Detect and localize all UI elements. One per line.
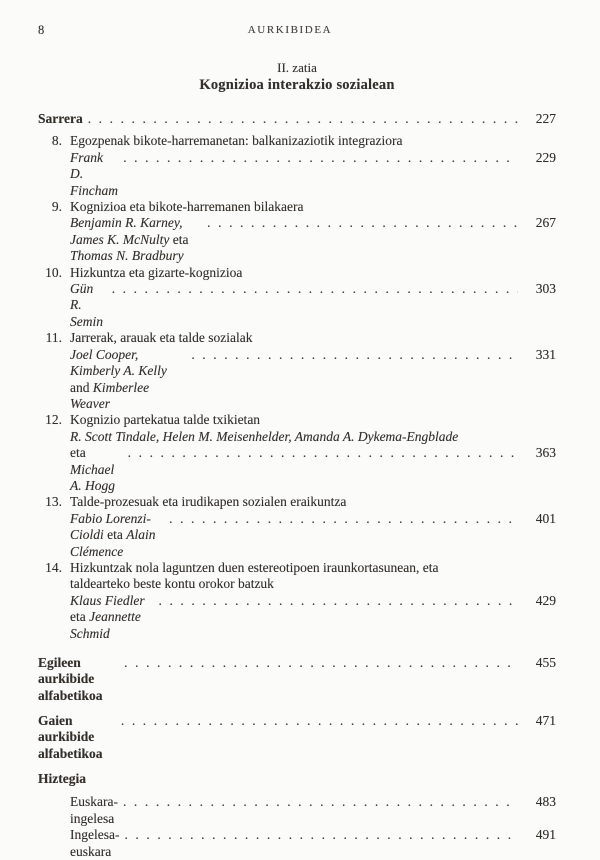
text-segment: Gün R. Semin [70, 281, 103, 329]
chapter-number: 14. [45, 559, 62, 575]
glossary-item-label: Ingelesa-euskara [70, 827, 120, 859]
line-text [70, 576, 274, 592]
dot-leader [124, 827, 518, 843]
toc-entry [38, 412, 556, 494]
text-segment: Klaus Fiedler [70, 592, 145, 608]
chapter-number: 12. [45, 412, 62, 428]
text-segment: R. Scott Tindale, Helen M. Meisenhelder, Amanda A. Dykema-Engblade [70, 428, 459, 444]
chapter-number: 9. [51, 199, 62, 215]
toc-sarrera-row [38, 111, 556, 127]
page-number: 267 [535, 215, 556, 231]
dot-leader [128, 445, 518, 461]
chapter-authors-line [70, 347, 556, 413]
chapter-authors-line [70, 215, 556, 264]
text-segment: Egozpenak bikote-harremanetan: balkanizaziotik integraziora [70, 133, 403, 149]
line-text [70, 215, 202, 264]
chapter-title-line [70, 330, 556, 346]
text-segment: Michael A. Hogg [70, 461, 115, 493]
page-number: 483 [535, 794, 556, 810]
chapter-title-line [70, 133, 556, 149]
text-segment: Talde-prozesuak eta irudikapen sozialen eraikuntza [70, 494, 347, 510]
chapter-authors-line [70, 429, 556, 445]
text-segment: Hizkuntza eta gizarte-kognizioa [70, 264, 243, 280]
page-number: 229 [535, 149, 556, 165]
text-segment: eta [169, 231, 189, 247]
glossary-item [70, 827, 556, 860]
toc-chapter-list [38, 133, 556, 642]
text-segment: Hizkuntzak nola laguntzen duen estereotipoen iraunkortasunean, eta [70, 559, 439, 575]
sarrera-label: Sarrera [38, 111, 83, 126]
toc-entry [38, 133, 556, 199]
dot-leader [169, 511, 518, 527]
chapter-number: 8. [51, 133, 62, 149]
chapter-authors-line [70, 511, 556, 560]
text-segment: Alain Clémence [70, 527, 156, 559]
text-segment: eta [70, 445, 86, 461]
chapter-lines [70, 412, 556, 494]
page-number: 455 [535, 655, 556, 670]
chapter-lines [70, 494, 556, 560]
toc-entry [38, 199, 556, 265]
dot-leader [124, 655, 518, 671]
text-segment: Thomas N. Bradbury [70, 248, 184, 264]
text-segment: Jarrerak, arauak eta talde sozialak [70, 330, 253, 346]
chapter-lines [70, 265, 556, 331]
chapter-lines [70, 199, 556, 265]
chapter-number: 11. [45, 330, 62, 346]
chapter-authors-line [70, 445, 556, 494]
glossary-list [70, 794, 556, 860]
page-number: 429 [535, 592, 556, 608]
dot-leader [123, 794, 518, 810]
line-text [70, 412, 260, 428]
line-text [70, 133, 402, 149]
author-index-row [38, 655, 556, 704]
dot-leader [112, 281, 518, 297]
running-header [38, 22, 556, 38]
chapter-number: 13. [45, 494, 62, 510]
page-number: 363 [535, 445, 556, 461]
page-number: 471 [535, 712, 556, 728]
line-text [70, 511, 164, 560]
dot-leader [121, 713, 518, 729]
glossary-item-label: Euskara-ingelesa [70, 794, 118, 826]
text-segment: eta [70, 609, 90, 625]
line-text [70, 560, 438, 576]
line-text [70, 593, 154, 642]
chapter-title-line [70, 494, 556, 510]
toc-entry [38, 330, 556, 412]
text-segment: Frank D. Fincham [70, 149, 118, 198]
text-segment: Kognizioa eta bikote-harremanen bilakaera [70, 199, 304, 215]
chapter-lines [70, 560, 556, 642]
page-number: 491 [535, 827, 556, 843]
text-segment: Fabio Lorenzi-Cioldi [70, 510, 151, 543]
text-segment: Kimberlee Weaver [70, 379, 150, 411]
text-segment: and [70, 379, 93, 395]
chapter-authors-line [70, 281, 556, 330]
part-title: Kognizioa interakzio sozialean [199, 77, 395, 93]
line-text [70, 347, 186, 413]
page-folio: 8 [38, 23, 45, 37]
line-text [70, 429, 458, 445]
line-text [70, 150, 118, 199]
chapter-title-line [70, 576, 556, 592]
page-number: 331 [535, 346, 556, 362]
part-label: II. zatia [277, 60, 317, 75]
dot-leader [207, 215, 518, 231]
line-text [70, 281, 107, 330]
line-text [70, 330, 253, 346]
running-header-title: AURKIBIDEA [247, 24, 333, 36]
subject-index-row [38, 713, 556, 762]
chapter-title-line [70, 199, 556, 215]
text-segment: Benjamin R. Karney, James K. McNulty [70, 215, 183, 247]
chapter-authors-line [70, 593, 556, 642]
line-text [70, 265, 242, 281]
part-heading [38, 60, 556, 95]
glossary-item [70, 794, 556, 827]
toc-entry [38, 265, 556, 331]
chapter-authors-line [70, 150, 556, 199]
page-number: 303 [535, 281, 556, 297]
text-segment: Jeannette Schmid [70, 609, 141, 641]
text-segment: Kognizio partekatua talde txikietan [70, 412, 261, 428]
text-segment: Joel Cooper, Kimberly A. Kelly [70, 346, 167, 379]
chapter-lines [70, 133, 556, 199]
subject-index-label: Gaien aurkibide alfabetikoa [38, 712, 103, 761]
chapter-number: 10. [45, 264, 62, 280]
page-number: 401 [535, 510, 556, 526]
text-segment: eta [103, 527, 127, 543]
dot-leader [123, 150, 518, 166]
dot-leader [191, 347, 518, 363]
chapter-title-line [70, 560, 556, 576]
text-segment: taldearteko beste kontu orokor batzuk [70, 576, 274, 592]
line-text [70, 494, 346, 510]
glossary-heading: Hiztegia [38, 771, 86, 787]
chapter-title-line [70, 265, 556, 281]
chapter-lines [70, 330, 556, 412]
dot-leader [88, 111, 518, 127]
back-matter [38, 655, 556, 860]
toc-entry [38, 494, 556, 560]
dot-leader [159, 593, 518, 609]
author-index-label: Egileen aurkibide alfabetikoa [38, 655, 103, 703]
chapter-title-line [70, 412, 556, 428]
line-text [70, 445, 123, 494]
toc-entry [38, 560, 556, 642]
line-text [70, 199, 304, 215]
page-number: 227 [535, 111, 556, 126]
